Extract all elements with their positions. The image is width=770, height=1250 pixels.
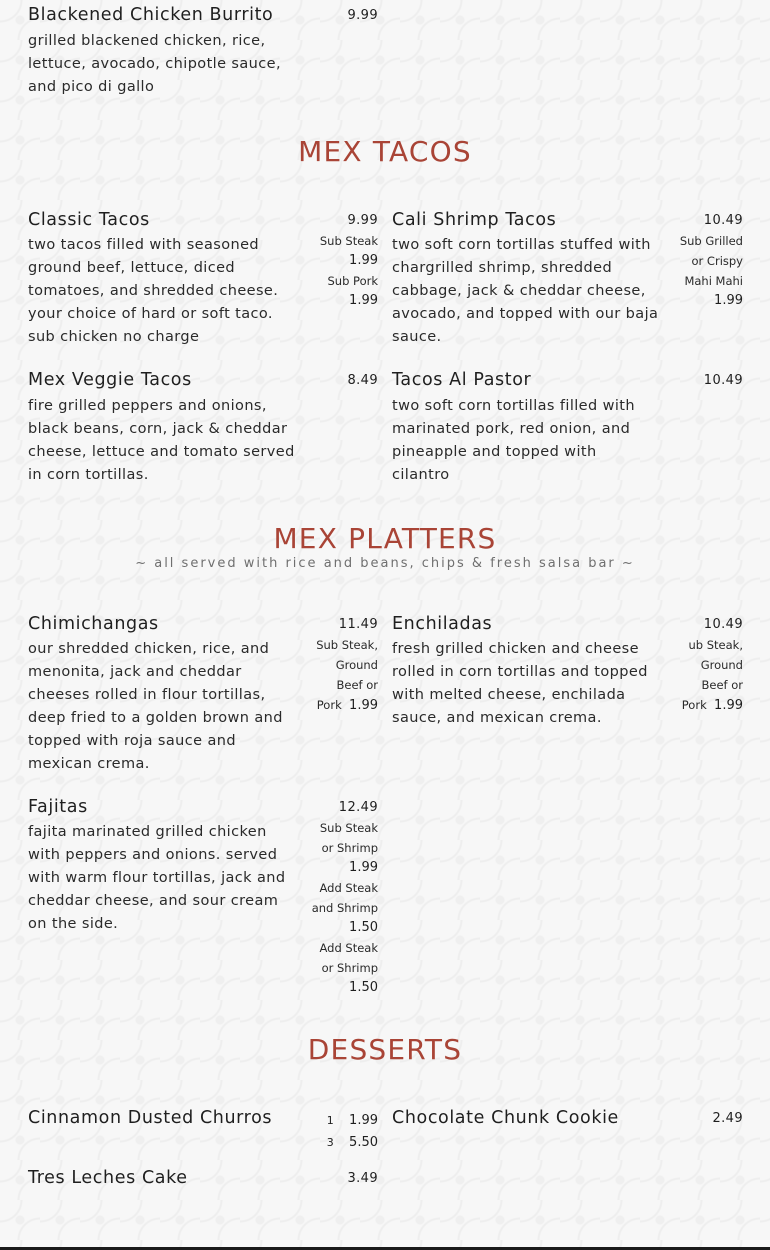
item-name-mex-veggie-tacos: Mex Veggie Tacos [28, 370, 192, 390]
item-name-blackened-chicken-burrito: Blackened Chicken Burrito [28, 5, 274, 25]
option-label: Sub Steak [319, 821, 378, 835]
item-desc-cali-shrimp-tacos: two soft corn tortillas stuffed with chargrilled shrimp, shredded cabbage, jack & cheddar cheese, avocado, and topped with our baja sauce. [392, 237, 659, 345]
price-row [300, 1131, 378, 1153]
option-label: Beef or [336, 678, 378, 692]
option-price: 1.99 [349, 860, 378, 875]
section-heading-mex-platters: MEX PLATTERS [273, 522, 497, 555]
item-desc-blackened-chicken-burrito: grilled blackened chicken, rice, lettuce, avocado, chipotle sauce, and pico di gallo [28, 33, 281, 95]
item-name-cali-shrimp-tacos: Cali Shrimp Tacos [392, 210, 557, 230]
item-price-blackened-chicken-burrito: 9.99 [347, 8, 378, 23]
option-label: Pork [316, 698, 342, 712]
item-price-fajitas: 12.49 [338, 800, 378, 815]
option-price: 1.99 [714, 293, 743, 308]
option-label: or Shrimp [321, 841, 378, 855]
item-price-chocolate-chunk-cookie: 2.49 [712, 1111, 743, 1126]
option-label: or Shrimp [321, 961, 378, 975]
item-name-fajitas: Fajitas [28, 797, 88, 817]
item-options-fajitas [300, 818, 378, 998]
item-options-enchiladas [665, 635, 743, 716]
price-row [300, 1109, 378, 1131]
item-options-cali-shrimp-tacos [663, 231, 743, 311]
option-label: Pork [681, 698, 707, 712]
option-label: or Crispy [691, 254, 743, 268]
option-label: ub Steak, [688, 638, 743, 652]
option-label: Add Steak [319, 881, 378, 895]
option-price: 1.50 [349, 980, 378, 995]
item-desc-classic-tacos: two tacos filled with seasoned ground beef, lettuce, diced tomatoes, and shredded cheese. your choice of hard or soft taco. sub chicken no charge [28, 237, 279, 345]
option-price: 1.99 [349, 1113, 378, 1128]
section-tagline-mex-platters: ~ all served with rice and beans, chips & fresh salsa bar ~ [135, 556, 635, 571]
item-desc-enchiladas: fresh grilled chicken and cheese rolled in corn tortillas and topped with melted cheese, enchilada sauce, and mexican crema. [392, 641, 648, 726]
section-heading-mex-tacos: MEX TACOS [298, 135, 472, 168]
option-price: 1.99 [349, 698, 378, 713]
item-prices-cinnamon-dusted-churros [300, 1109, 378, 1153]
option-label: and Shrimp [311, 901, 378, 915]
item-price-mex-veggie-tacos: 8.49 [347, 373, 378, 388]
item-price-chimichangas: 11.49 [338, 617, 378, 632]
option-label: Sub Steak, [316, 638, 378, 652]
item-name-tres-leches-cake: Tres Leches Cake [28, 1168, 188, 1188]
item-name-chimichangas: Chimichangas [28, 614, 159, 634]
option-row [300, 695, 378, 716]
item-options-classic-tacos [300, 231, 378, 311]
option-price: 1.99 [349, 293, 378, 308]
option-label: Beef or [701, 678, 743, 692]
item-name-chocolate-chunk-cookie: Chocolate Chunk Cookie [392, 1108, 619, 1128]
item-price-enchiladas: 10.49 [703, 617, 743, 632]
option-price: 1.99 [714, 698, 743, 713]
item-desc-fajitas: fajita marinated grilled chicken with peppers and onions. served with warm flour tortillas, jack and cheddar cheese, and sour cream on the side. [28, 824, 286, 932]
item-desc-tacos-al-pastor: two soft corn tortillas filled with marinated pork, red onion, and pineapple and topped with cilantro [392, 398, 635, 483]
qty-label: 1 [326, 1114, 334, 1127]
option-label: Ground [700, 658, 743, 672]
item-desc-chimichangas: our shredded chicken, rice, and menonita, jack and cheddar cheeses rolled in flour tortillas, deep fried to a golden brown and topped with roja sauce and mexican crema. [28, 641, 283, 772]
item-price-tacos-al-pastor: 10.49 [703, 373, 743, 388]
option-label: Sub Grilled [679, 234, 743, 248]
item-name-enchiladas: Enchiladas [392, 614, 493, 634]
item-desc-mex-veggie-tacos: fire grilled peppers and onions, black beans, corn, jack & cheddar cheese, lettuce and tomato served in corn tortillas. [28, 398, 295, 483]
item-options-chimichangas [300, 635, 378, 716]
item-price-classic-tacos: 9.99 [347, 213, 378, 228]
option-label: Add Steak [319, 941, 378, 955]
item-name-classic-tacos: Classic Tacos [28, 210, 150, 230]
item-name-cinnamon-dusted-churros: Cinnamon Dusted Churros [28, 1108, 273, 1128]
option-label: Sub Steak [319, 234, 378, 248]
item-price-cali-shrimp-tacos: 10.49 [703, 213, 743, 228]
option-row [665, 695, 743, 716]
option-price: 1.99 [349, 253, 378, 268]
option-price: 1.50 [349, 920, 378, 935]
option-label: Mahi Mahi [684, 274, 743, 288]
item-price-tres-leches-cake: 3.49 [347, 1171, 378, 1186]
option-price: 5.50 [349, 1135, 378, 1150]
item-name-tacos-al-pastor: Tacos Al Pastor [392, 370, 532, 390]
option-label: Ground [335, 658, 378, 672]
section-heading-desserts: DESSERTS [307, 1033, 463, 1066]
option-label: Sub Pork [327, 274, 378, 288]
qty-label: 3 [326, 1136, 334, 1149]
